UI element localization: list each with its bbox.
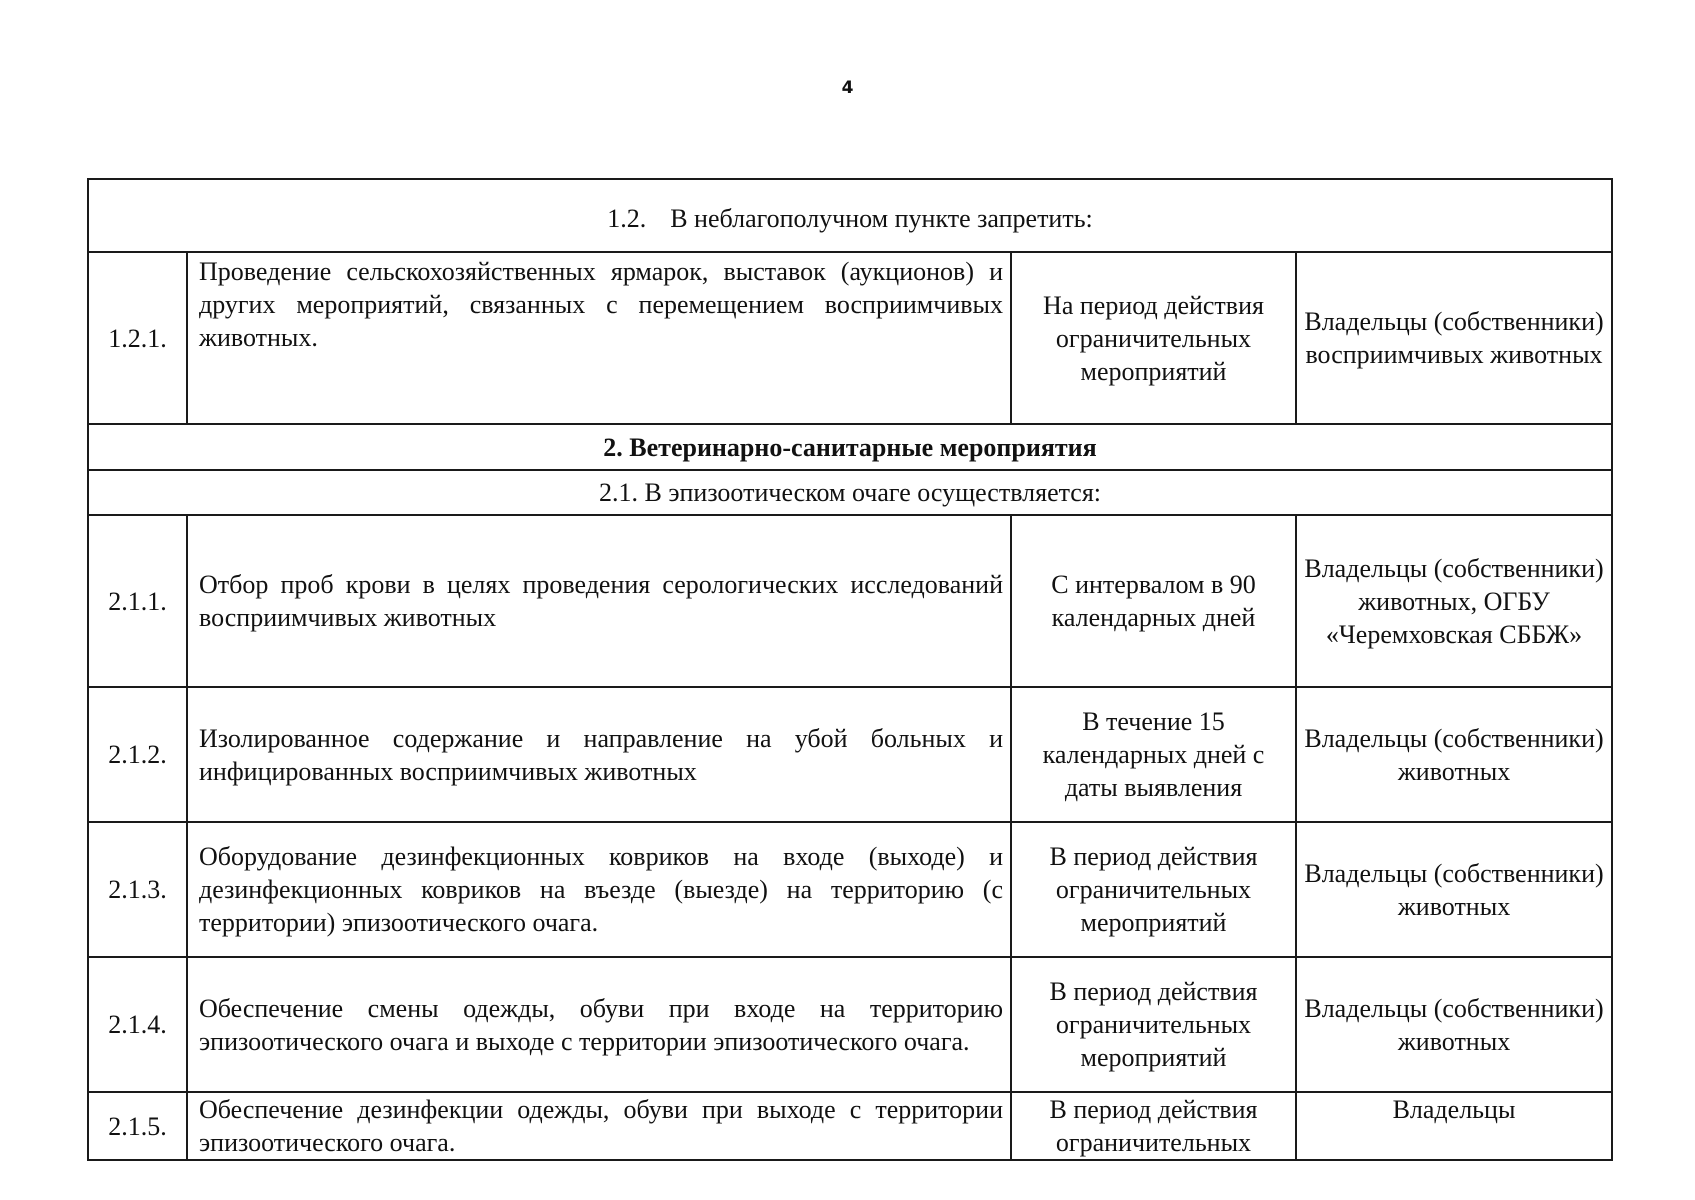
row-number: 2.1.5. <box>88 1092 187 1160</box>
row-description: Отбор проб крови в целях проведения серологических исследований восприимчивых животных <box>187 515 1011 687</box>
row-number: 2.1.2. <box>88 687 187 822</box>
row-responsible: Владельцы <box>1296 1092 1612 1160</box>
row-description: Проведение сельскохозяйственных ярмарок, выставок (аукционов) и других мероприятий, связанных с перемещением восприимчивых животных. <box>187 252 1011 424</box>
subsection-row-1-2 <box>88 179 1612 252</box>
row-term: С интервалом в 90 календарных дней <box>1011 515 1296 687</box>
row-responsible: Владельцы (собственники) животных <box>1296 957 1612 1092</box>
section-heading: 2. Ветеринарно-санитарные мероприятия <box>88 424 1612 470</box>
row-term: В период действия ограничительных мероприятий <box>1011 957 1296 1092</box>
subsection-heading-1-2 <box>88 179 1612 252</box>
row-term: В течение 15 календарных дней с даты выявления <box>1011 687 1296 822</box>
row-description: Изолированное содержание и направление на убой больных и инфицированных восприимчивых животных <box>187 687 1011 822</box>
row-description: Обеспечение смены одежды, обуви при входе на территорию эпизоотического очага и выходе с территории эпизоотического очага. <box>187 957 1011 1092</box>
row-term: В период действия ограничительных мероприятий <box>1011 822 1296 957</box>
row-responsible: Владельцы (собственники) восприимчивых животных <box>1296 252 1612 424</box>
table-row <box>88 515 1612 687</box>
row-description: Оборудование дезинфекционных ковриков на входе (выходе) и дезинфекционных ковриков на въезде (выезде) на территорию (с территории) эпизоотического очага. <box>187 822 1011 957</box>
subsection-text: В неблагополучном пункте запретить: <box>670 204 1093 233</box>
row-number: 1.2.1. <box>88 252 187 424</box>
page-number: 4 <box>841 78 854 98</box>
subsection-row-2-1 <box>88 470 1612 515</box>
table-row <box>88 822 1612 957</box>
table-row <box>88 957 1612 1092</box>
measures-table <box>87 178 1613 1161</box>
subsection-number: 1.2. <box>607 204 647 233</box>
row-responsible: Владельцы (собственники) животных, ОГБУ «Черемховская СББЖ» <box>1296 515 1612 687</box>
row-responsible: Владельцы (собственники) животных <box>1296 822 1612 957</box>
row-term: В период действия ограничительных <box>1011 1092 1296 1160</box>
row-term: На период действия ограничительных мероприятий <box>1011 252 1296 424</box>
table-row <box>88 687 1612 822</box>
table-row <box>88 1092 1612 1160</box>
row-responsible: Владельцы (собственники) животных <box>1296 687 1612 822</box>
subsection-heading-2-1: 2.1. В эпизоотическом очаге осуществляется: <box>88 470 1612 515</box>
row-description: Обеспечение дезинфекции одежды, обуви при выходе с территории эпизоотического очага. <box>187 1092 1011 1160</box>
section-row-2 <box>88 424 1612 470</box>
row-number: 2.1.1. <box>88 515 187 687</box>
table-row <box>88 252 1612 424</box>
row-number: 2.1.3. <box>88 822 187 957</box>
row-number: 2.1.4. <box>88 957 187 1092</box>
